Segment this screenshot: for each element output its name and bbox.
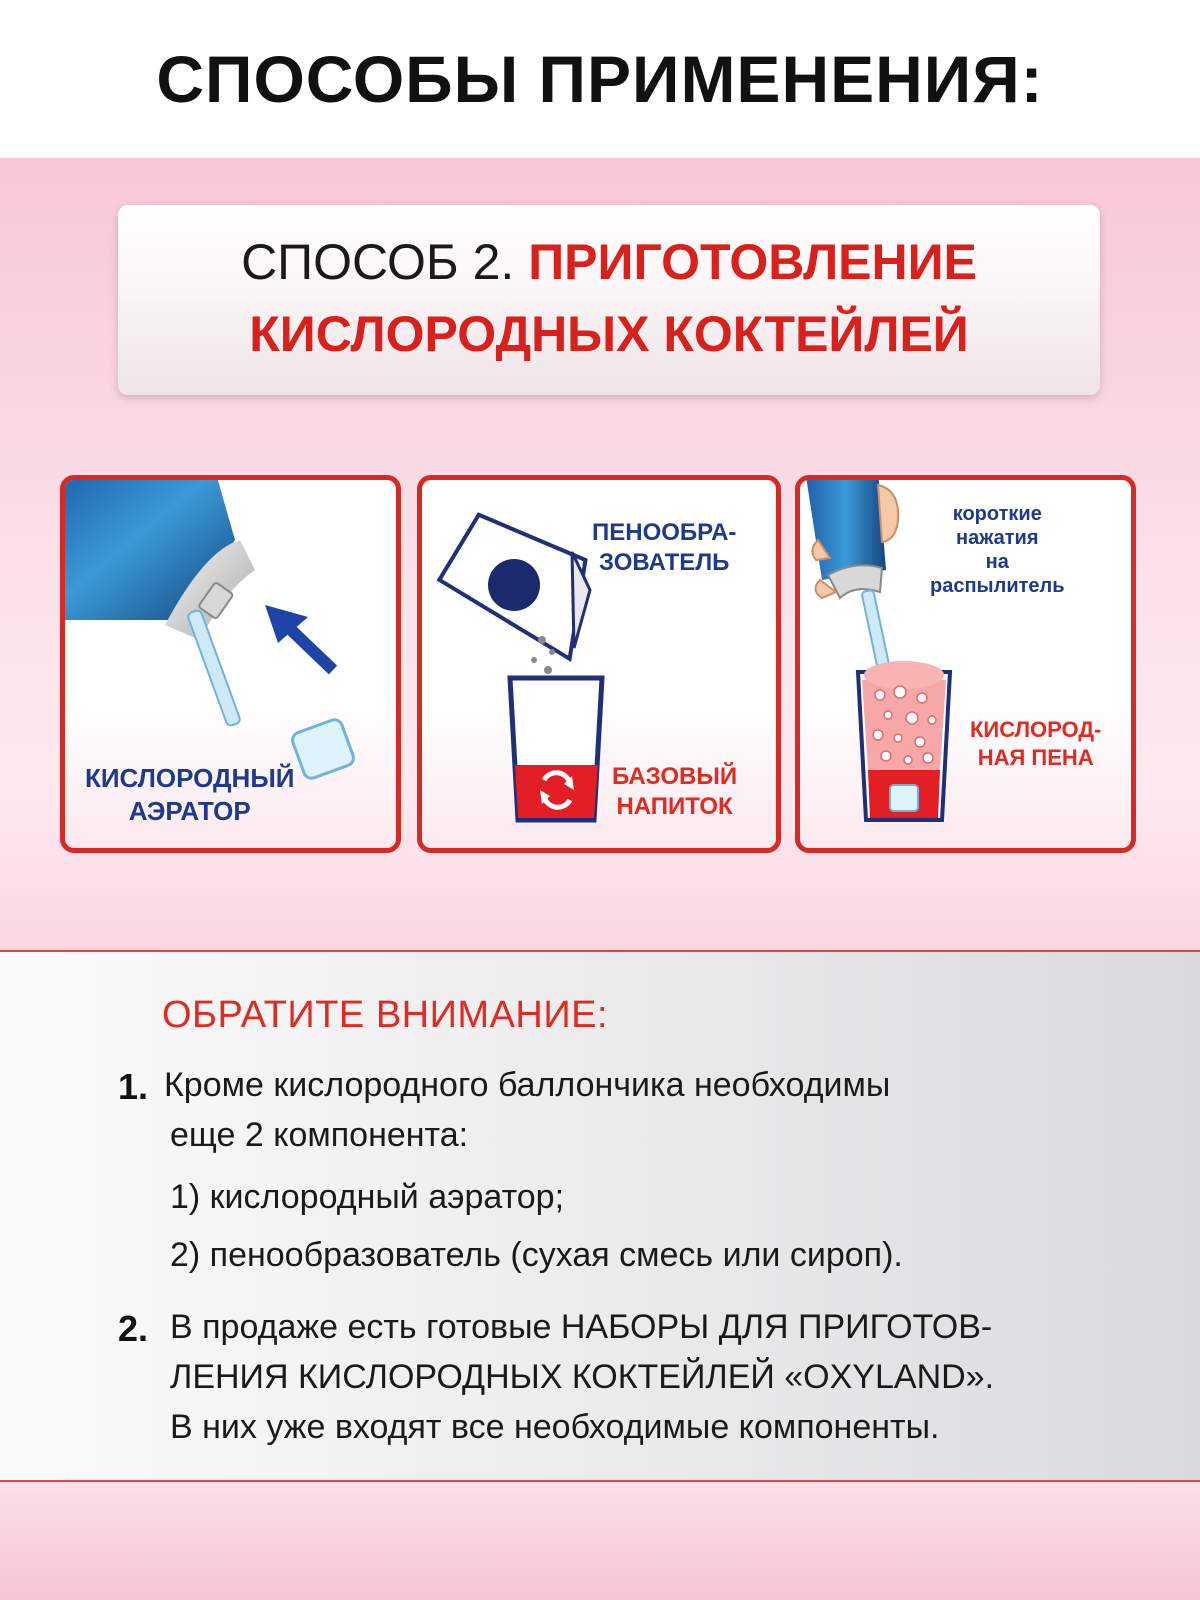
note-2-number: 2. (118, 1308, 149, 1349)
short-presses-line1: короткие (952, 503, 1042, 525)
method-title-line2 (118, 305, 1100, 363)
page-title: СПОСОБЫ ПРИМЕНЕНИЯ: (156, 42, 1044, 116)
arrow-up-left-icon (265, 605, 333, 670)
note-2-line3: В них уже входят все необходимые компоненты. (170, 1408, 940, 1446)
sachet-icon (431, 511, 590, 659)
short-presses-line3: на (985, 551, 1009, 573)
notes-section (0, 950, 1200, 1482)
spray-can-icon (65, 480, 255, 640)
aerator-label (85, 762, 294, 827)
note-2-line1: В продаже есть готовые НАБОРЫ ДЛЯ ПРИГОТОВ- (170, 1308, 993, 1346)
method-title-red-2: КИСЛОРОДНЫХ КОКТЕЙЛЕЙ (249, 306, 969, 362)
foamer-label (592, 518, 736, 578)
base-drink-label-line2: НАПИТОК (616, 793, 733, 820)
step-panel-oxygen-foam (795, 475, 1136, 853)
step-panel-foamer (417, 475, 781, 853)
base-drink-label (612, 762, 737, 822)
short-presses-line4: распылитель (930, 575, 1065, 597)
method-title-red-1: ПРИГОТОВЛЕНИЕ (528, 234, 977, 290)
aerator-tube-icon (187, 609, 356, 780)
note-1-sub2: 2) пенообразователь (сухая смесь или сироп). (170, 1236, 903, 1274)
short-presses-line2: нажатия (956, 527, 1039, 549)
short-presses-label (930, 502, 1065, 598)
note-1-number: 1. (118, 1066, 149, 1107)
hand-with-can-icon (805, 480, 898, 598)
oxygen-foam-label (970, 716, 1101, 771)
method-number: СПОСОБ 2. (241, 234, 529, 290)
note-1-line1: Кроме кислородного баллончика необходимы (164, 1066, 891, 1104)
base-drink-label-line1: БАЗОВЫЙ (612, 763, 738, 790)
oxygen-foam-label-line2: НАЯ ПЕНА (977, 744, 1094, 770)
note-2-line2: ЛЕНИЯ КИСЛОРОДНЫХ КОКТЕЙЛЕЙ «OXYLAND». (170, 1358, 995, 1396)
foam-glass-icon (858, 661, 950, 820)
foamer-label-line1: ПЕНООБРА- (592, 519, 737, 546)
method-title-card (118, 205, 1100, 395)
header (0, 0, 1200, 158)
foamer-label-line2: ЗОВАТЕЛЬ (598, 549, 730, 576)
glass-icon (510, 678, 602, 820)
step-panel-aerator (60, 475, 401, 853)
notes-title: ОБРАТИТЕ ВНИМАНИЕ: (162, 994, 609, 1036)
oxygen-foam-label-line1: КИСЛОРОД- (970, 717, 1102, 742)
method-title-line1 (118, 233, 1100, 291)
note-1-line2: еще 2 компонента: (170, 1116, 469, 1154)
aerator-label-line2: АЭРАТОР (128, 795, 251, 826)
note-1-sub1: 1) кислородный аэратор; (170, 1178, 565, 1216)
footer-band (0, 1482, 1200, 1600)
aerator-label-line1: КИСЛОРОДНЫЙ (85, 763, 295, 793)
